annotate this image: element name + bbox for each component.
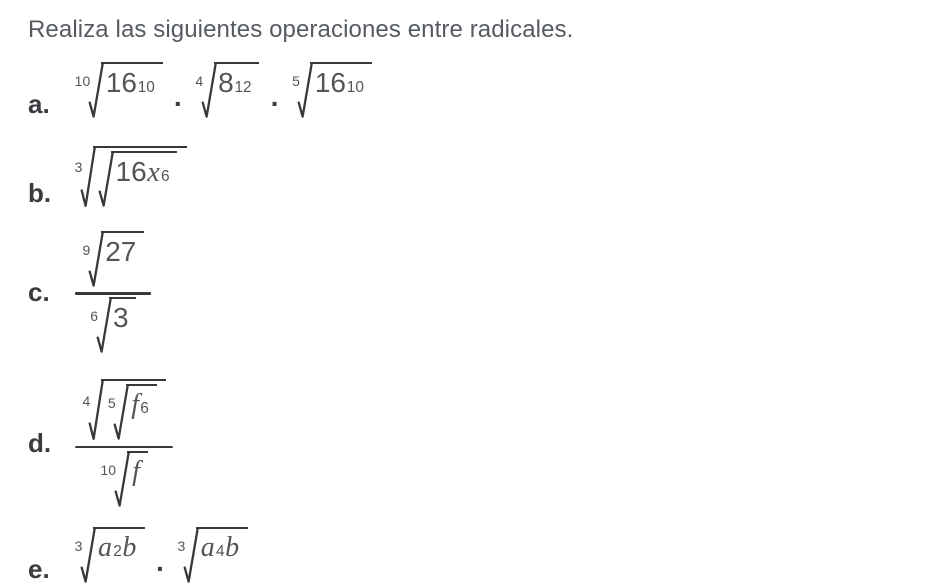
item-label: b. [28,178,52,209]
radical-index: 3 [74,159,83,176]
number: 16 [314,66,347,98]
number: 8 [218,66,234,98]
exercise-list [28,62,919,585]
radical-sign-icon [89,379,103,440]
number: 27 [105,236,137,268]
radical-sign-icon [97,297,111,353]
radical [107,384,157,440]
fraction-bar [75,292,151,295]
number: 16 [115,155,147,187]
variable: b [225,531,240,563]
variable: f [131,389,139,420]
expression [72,155,189,208]
radicand [109,297,137,353]
radical-sign-icon [89,231,103,287]
radical [176,527,247,583]
exercise-instruction: Realiza las siguientes operaciones entre radicales. [28,16,574,43]
radicand [127,451,148,507]
variable: a [97,531,112,563]
radicand [93,146,187,207]
radical-sign-icon [89,62,103,118]
radical [291,62,372,118]
radical [99,451,148,507]
expression [72,389,176,487]
item-label: d. [28,427,52,458]
radicand: 16 10 [101,62,162,118]
radical-index: 4 [195,72,204,89]
radical-index: 5 [107,394,116,411]
radical-sign-icon [184,527,198,583]
number: 16 [105,66,137,98]
fraction-denominator [93,451,155,509]
fraction-denominator [83,297,144,355]
radical-index: 9 [82,242,91,259]
variable: f [132,455,140,487]
multiplication-dot-icon: · [270,87,280,119]
radical-sign-icon [81,527,95,583]
expression [72,236,154,334]
radical-index: 4 [82,392,91,409]
radical [89,297,136,353]
radical-sign-icon [99,151,113,207]
radical [82,231,145,287]
radical-index: 3 [74,537,83,554]
radical-sign-icon [81,146,95,207]
fraction-numerator [75,379,173,442]
fraction-numerator [75,231,151,289]
variable: b [122,531,137,563]
radical-index: 3 [177,537,186,554]
expression [72,66,373,119]
radicand: f 6 [126,384,157,440]
exercise-item [28,527,919,585]
item-label: a. [28,88,50,119]
item-label: e. [28,553,50,584]
variable: a [200,531,215,563]
radicand: 8 12 [214,62,260,118]
radical-sign-icon [202,62,216,118]
radical [82,379,167,440]
radical [74,527,145,583]
radical-index: 6 [90,308,99,325]
fraction [75,379,173,508]
exercise-item [28,146,919,209]
multiplication-dot-icon: · [173,87,184,119]
radicand: a 4 b [196,527,248,583]
radical-sign-icon [298,62,312,118]
item-label: c. [28,276,50,307]
radical-sign-icon [115,451,129,507]
multiplication-dot-icon: · [155,552,166,584]
variable: x [147,156,160,188]
radicand: a 2 b [93,527,145,583]
radical-sign-icon [114,384,128,440]
expression [72,531,249,584]
radical [194,62,259,118]
fraction-bar [75,446,173,449]
radicand: 16 x 6 [111,151,177,207]
fraction [75,231,151,355]
radical-index: 10 [100,461,116,478]
radical [74,62,163,118]
radical-index: 5 [292,72,300,89]
exercise-item [28,62,919,120]
radicand: 16 10 [310,62,371,118]
number: 3 [113,302,129,334]
exercise-item [28,231,919,355]
radical [74,146,187,207]
radicand [101,379,166,440]
radical-index: 10 [74,72,91,89]
radicand [101,231,144,287]
exercise-item [28,379,919,508]
radical [99,151,177,207]
